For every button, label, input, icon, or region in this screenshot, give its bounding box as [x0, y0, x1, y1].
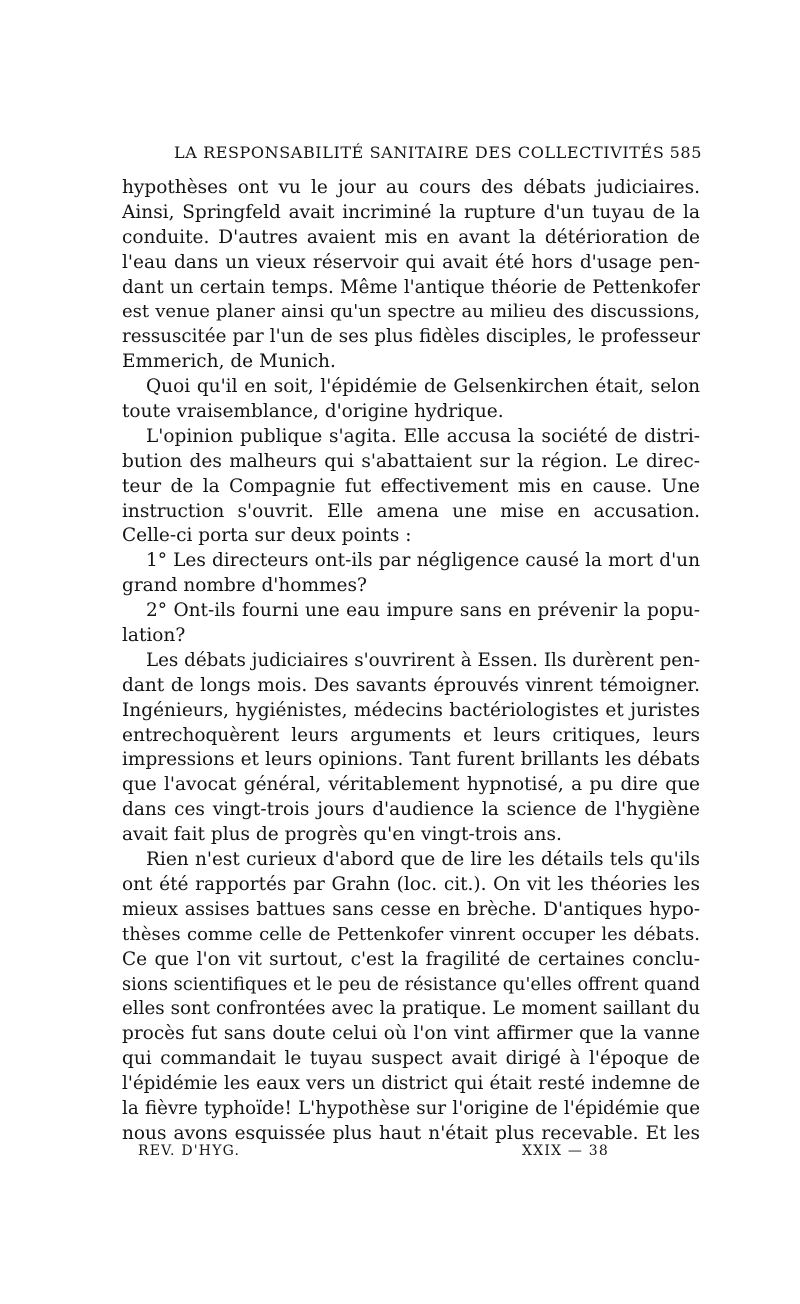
- text-line: la fièvre typhoïde! L'hypothèse sur l'origine de l'épidémie que: [122, 1097, 700, 1119]
- signature-mark: XXIX — 38: [522, 1143, 609, 1159]
- text-line: l'épidémie les eaux vers un district qui était resté indemne de: [122, 1073, 700, 1095]
- text-line: thèses comme celle de Pettenkofer vinrent occuper les débats.: [122, 923, 700, 945]
- running-title: LA RESPONSABILITÉ SANITAIRE DES COLLECTIVITÉS: [174, 143, 665, 162]
- text-line: l'eau dans un vieux réservoir qui avait été hors d'usage pen-: [122, 251, 700, 273]
- text-line: dans ces vingt-trois jours d'audience la science de l'hygiène: [122, 799, 700, 821]
- page-number: 585: [669, 143, 702, 162]
- text-line: hypothèses ont vu le jour au cours des débats judiciaires.: [122, 177, 700, 198]
- text-line: Ingénieurs, hygiénistes, médecins bactériologistes et juristes: [122, 699, 700, 721]
- text-line: grand nombre d'hommes?: [122, 575, 367, 597]
- text-line: Les débats judiciaires s'ouvrirent à Essen. Ils durèrent pen-: [146, 649, 700, 671]
- text-line: est venue planer ainsi qu'un spectre au milieu des discussions,: [122, 301, 700, 323]
- text-line: L'opinion publique s'agita. Elle accusa la société de distri-: [146, 425, 700, 447]
- body-text: [122, 176, 700, 1147]
- text-line: ont été rapportés par Grahn (loc. cit.). On vit les théories les: [122, 873, 700, 895]
- text-line: bution des malheurs qui s'abattaient sur la région. Le direc-: [122, 450, 700, 472]
- text-line: sions scientifiques et le peu de résistance qu'elles offrent quand: [122, 974, 701, 995]
- journal-abbreviation: REV. D'HYG.: [138, 1143, 241, 1159]
- text-line: 2° Ont-ils fourni une eau impure sans en prévenir la popu-: [146, 600, 700, 622]
- text-line: elles sont confrontées avec la pratique. Le moment saillant du: [122, 998, 700, 1020]
- text-line: lation?: [122, 625, 186, 647]
- text-line: mieux assises battues sans cesse en brèche. D'antiques hypo-: [122, 898, 700, 920]
- text-line: dant un certain temps. Même l'antique théorie de Pettenkofer: [122, 276, 700, 298]
- text-line: dant de longs mois. Des savants éprouvés vinrent témoigner.: [122, 674, 700, 696]
- text-line: teur de la Compagnie fut effectivement mis en cause. Une: [122, 475, 700, 497]
- text-line: conduite. D'autres avaient mis en avant la détérioration de: [122, 226, 700, 248]
- text-line: Ainsi, Springfeld avait incriminé la rupture d'un tuyau de la: [122, 201, 700, 223]
- text-line: 1° Les directeurs ont-ils par négligence causé la mort d'un: [146, 550, 700, 572]
- text-line: nous avons esquissée plus haut n'était plus recevable. Et les: [122, 1122, 700, 1144]
- text-line: toute vraisemblance, d'origine hydrique.: [122, 401, 504, 423]
- text-line: entrechoquèrent leurs arguments et leurs critiques, leurs: [122, 724, 700, 746]
- text-line: instruction s'ouvrit. Elle amena une mise en accusation.: [122, 500, 700, 522]
- text-line: Ce que l'on vit surtout, c'est la fragilité de certaines conclu-: [122, 948, 700, 970]
- text-line: Celle-ci porta sur deux points :: [122, 525, 412, 547]
- text-line: ressuscitée par l'un de ses plus fidèles disciples, le professeur: [122, 326, 700, 348]
- text-line: Rien n'est curieux d'abord que de lire les détails tels qu'ils: [146, 849, 700, 871]
- text-line: avait fait plus de progrès qu'en vingt-trois ans.: [122, 824, 562, 846]
- text-line: Emmerich, de Munich.: [122, 351, 336, 373]
- text-line: impressions et leurs opinions. Tant furent brillants les débats: [122, 749, 700, 771]
- text-line: procès fut sans doute celui où l'on vint affirmer que la vanne: [122, 1023, 700, 1045]
- text-line: qui commandait le tuyau suspect avait dirigé à l'époque de: [122, 1048, 700, 1070]
- text-line: Quoi qu'il en soit, l'épidémie de Gelsenkirchen était, selon: [146, 376, 700, 398]
- text-line: que l'avocat général, véritablement hypnotisé, a pu dire que: [122, 774, 700, 796]
